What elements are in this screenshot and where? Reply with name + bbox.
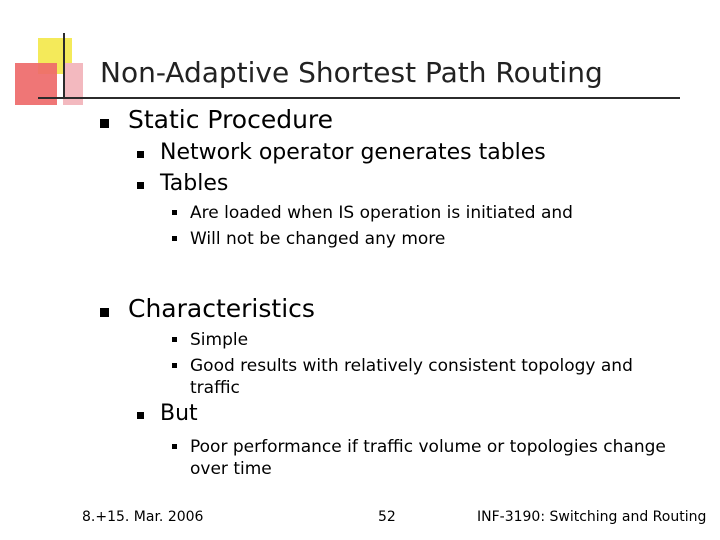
- bullet-square-icon: [172, 444, 177, 449]
- title-underline: [38, 97, 680, 99]
- bullet-poor-performance: Poor performance if traffic volume or topologies change: [190, 437, 666, 457]
- bullet-square-icon: [100, 119, 109, 128]
- bullet-static-procedure: Static Procedure: [128, 105, 334, 134]
- footer-date: 8.+15. Mar. 2006: [82, 509, 204, 525]
- bullet-not-changed: Will not be changed any more: [190, 229, 446, 249]
- bullet-square-icon: [172, 337, 177, 342]
- decorative-vertical-line: [63, 33, 65, 97]
- bullet-square-icon: [100, 308, 109, 317]
- bullet-but: But: [160, 401, 198, 426]
- bullet-poor-performance-continued: over time: [190, 459, 272, 479]
- bullet-square-icon: [172, 236, 177, 241]
- slide-title: Non-Adaptive Shortest Path Routing: [100, 56, 603, 89]
- bullet-simple: Simple: [190, 330, 249, 350]
- bullet-square-icon: [172, 363, 177, 368]
- footer-course: INF-3190: Switching and Routing: [477, 509, 707, 525]
- bullet-good-results-continued: traffic: [190, 378, 240, 398]
- bullet-square-icon: [137, 151, 144, 158]
- bullet-good-results: Good results with relatively consistent topology and: [190, 356, 633, 376]
- bullet-tables: Tables: [160, 171, 229, 196]
- bullet-loaded: Are loaded when IS operation is initiated and: [190, 203, 573, 223]
- bullet-square-icon: [172, 210, 177, 215]
- bullet-square-icon: [137, 412, 144, 419]
- bullet-network-operator: Network operator generates tables: [160, 140, 546, 165]
- bullet-characteristics: Characteristics: [128, 294, 315, 323]
- bullet-square-icon: [137, 182, 144, 189]
- footer-page-number: 52: [378, 509, 396, 525]
